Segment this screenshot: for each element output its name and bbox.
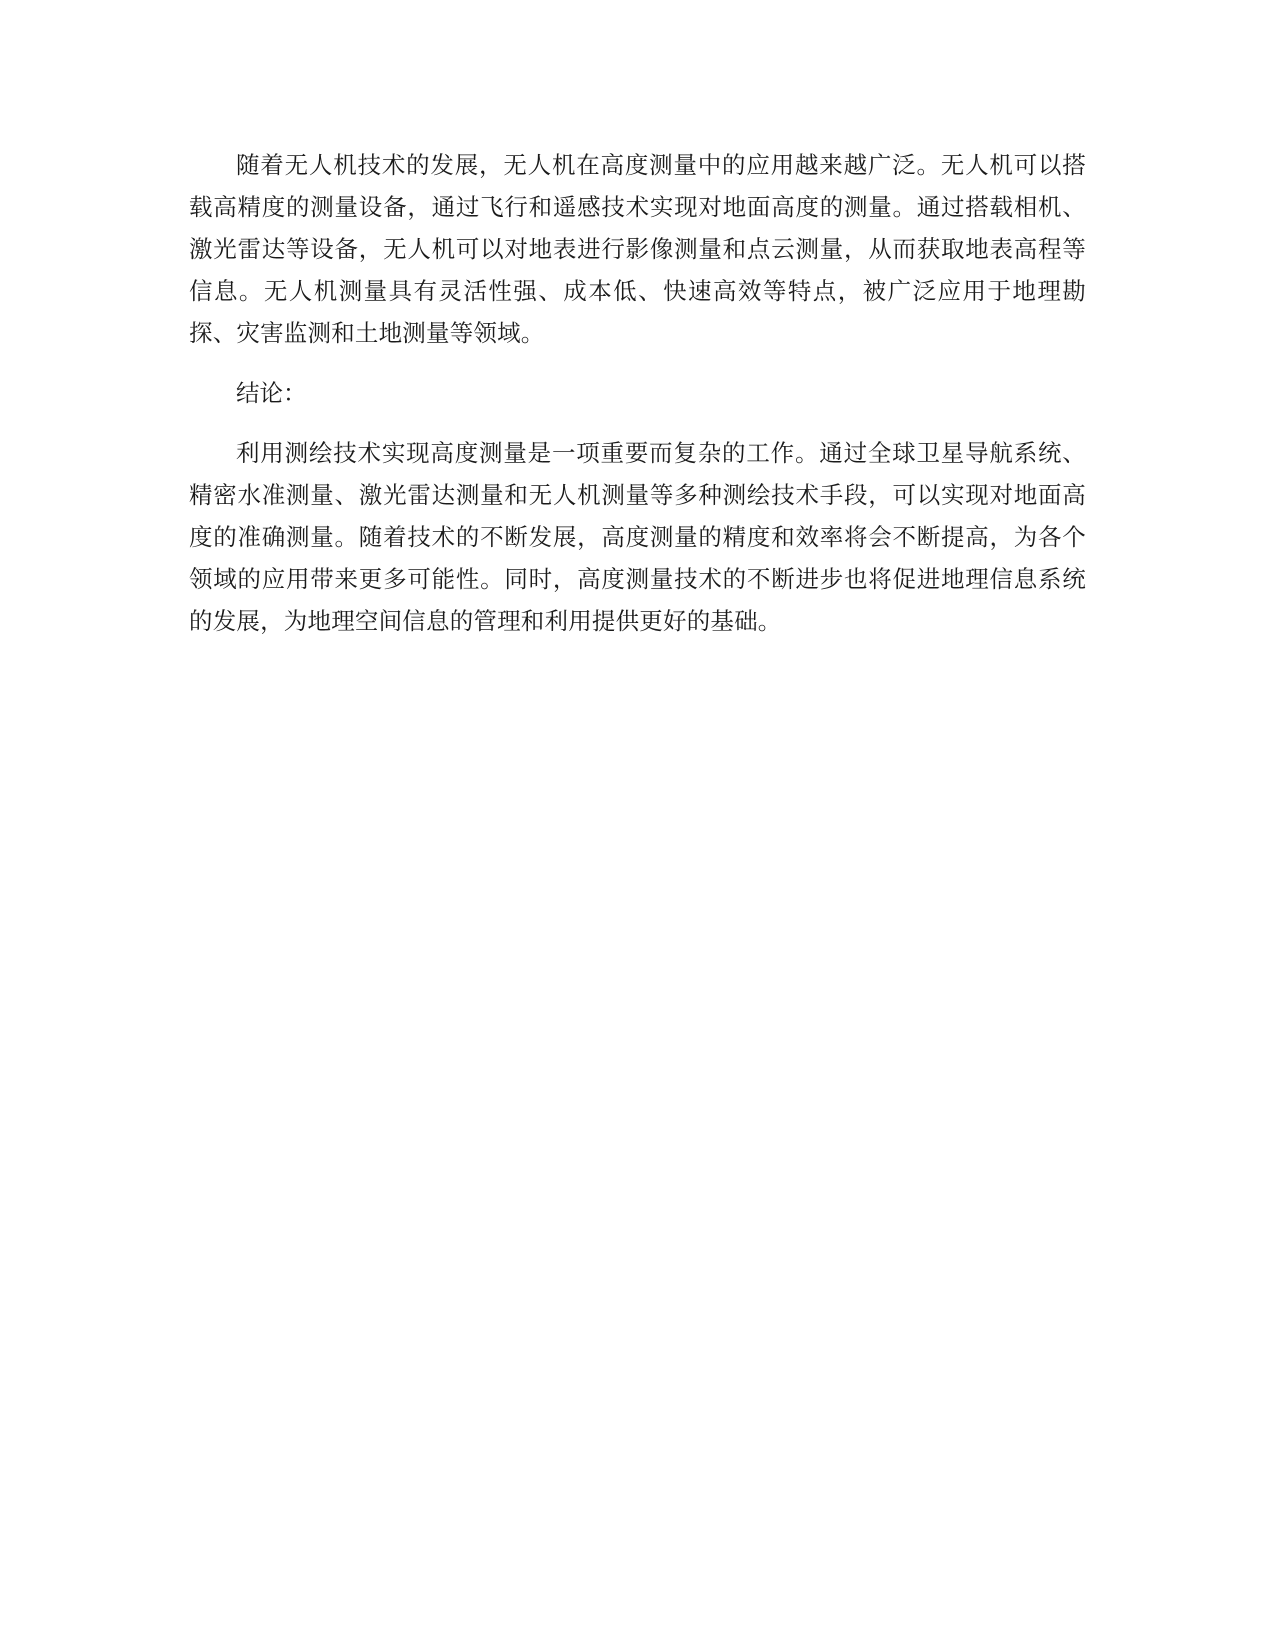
document-body [189,144,1086,660]
paragraph-drone-measurement: 随着无人机技术的发展，无人机在高度测量中的应用越来越广泛。无人机可以搭载高精度的测量设备，通过飞行和遥感技术实现对地面高度的测量。通过搭载相机、激光雷达等设备，无人机可以对地表进行影像测量和点云测量，从而获取地表高程等信息。无人机测量具有灵活性强、成本低、快速高效等特点，被广泛应用于地理勘探、灾害监测和土地测量等领域。 [189,151,1086,347]
conclusion-heading: 结论： [236,379,307,407]
paragraph-conclusion: 利用测绘技术实现高度测量是一项重要而复杂的工作。通过全球卫星导航系统、精密水准测量、激光雷达测量和无人机测量等多种测绘技术手段，可以实现对地面高度的准确测量。随着技术的不断发展，高度测量的精度和效率将会不断提高，为各个领域的应用带来更多可能性。同时，高度测量技术的不断进步也将促进地理信息系统的发展，为地理空间信息的管理和利用提供更好的基础。 [189,439,1086,635]
